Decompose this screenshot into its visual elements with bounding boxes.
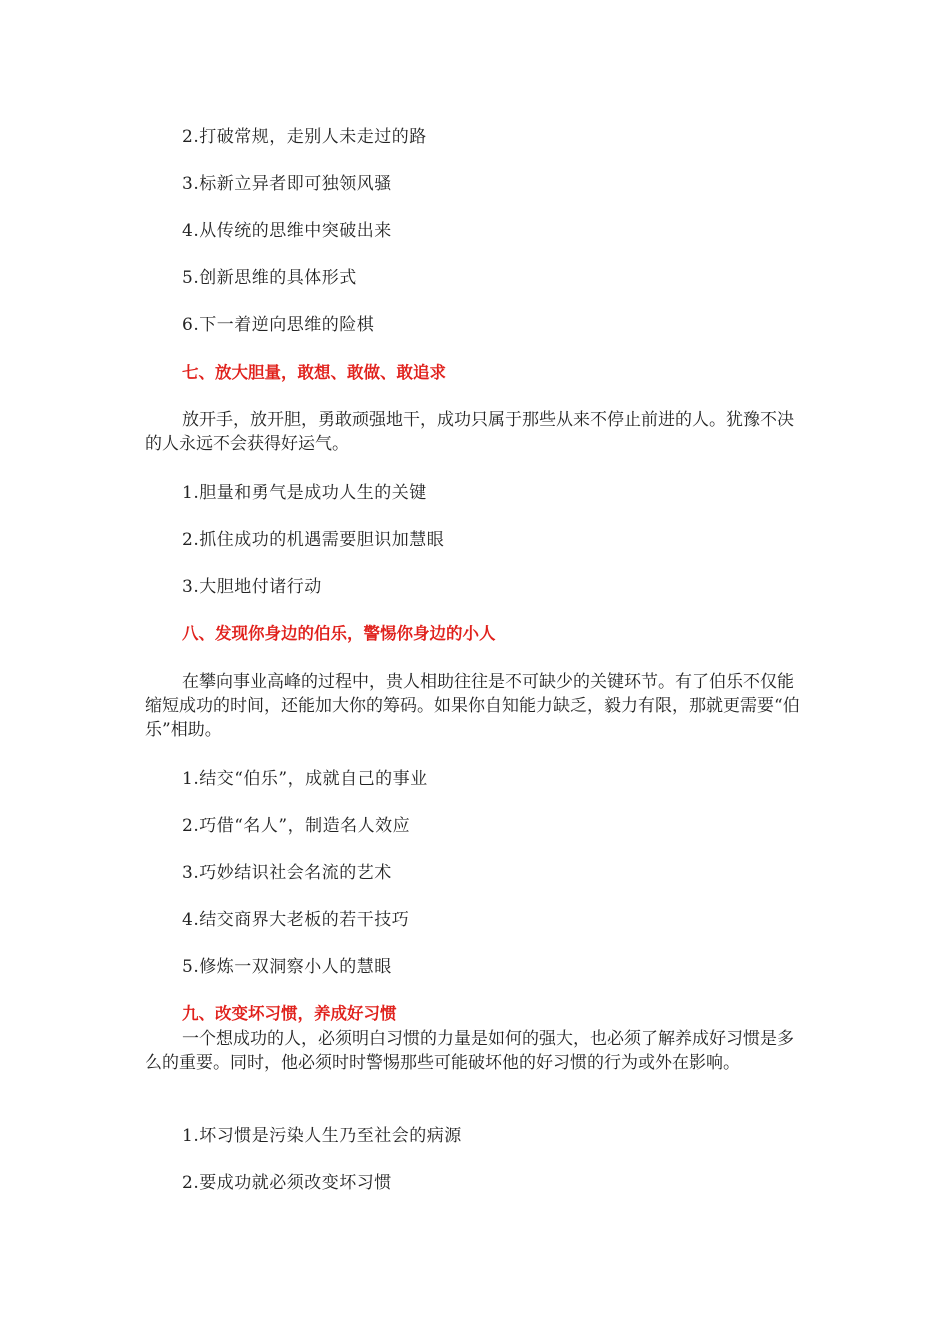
list-item: 1.坏习惯是污染人生乃至社会的病源	[182, 1126, 462, 1146]
list-item: 6.下一着逆向思维的险棋	[182, 315, 375, 335]
list-item: 1.结交“伯乐”，成就自己的事业	[182, 769, 428, 789]
list-item: 3.大胆地付诸行动	[182, 577, 322, 597]
list-item: 2.要成功就必须改变坏习惯	[182, 1173, 392, 1193]
section-heading: 七、放大胆量，敢想、敢做、敢追求	[182, 363, 446, 382]
list-item: 2.巧借“名人”，制造名人效应	[182, 816, 411, 836]
list-item: 5.修炼一双洞察小人的慧眼	[182, 957, 392, 977]
paragraph: 在攀向事业高峰的过程中，贵人相助往往是不可缺少的关键环节。有了伯乐不仅能缩短成功的时间，还能加大你的筹码。如果你自知能力缺乏，毅力有限，那就更需要“伯乐”相助。	[145, 672, 800, 740]
list-item: 2.抓住成功的机遇需要胆识加慧眼	[182, 530, 445, 550]
list-item: 1.胆量和勇气是成功人生的关键	[182, 483, 427, 503]
paragraph: 放开手，放开胆，勇敢顽强地干，成功只属于那些从来不停止前进的人。犹豫不决的人永远不会获得好运气。	[145, 410, 794, 454]
list-item: 2.打破常规，走别人未走过的路	[182, 127, 427, 147]
list-item: 3.巧妙结识社会名流的艺术	[182, 863, 392, 883]
list-item: 5.创新思维的具体形式	[182, 268, 357, 288]
list-item: 4.结交商界大老板的若干技巧	[182, 910, 410, 930]
paragraph: 一个想成功的人，必须明白习惯的力量是如何的强大，也必须了解养成好习惯是多么的重要。同时，他必须时时警惕那些可能破坏他的好习惯的行为或外在影响。	[145, 1029, 794, 1073]
list-item: 4.从传统的思维中突破出来	[182, 221, 392, 241]
section-heading: 八、发现你身边的伯乐，警惕你身边的小人	[182, 624, 496, 643]
section-heading: 九、改变坏习惯，养成好习惯	[182, 1004, 397, 1023]
list-item: 3.标新立异者即可独领风骚	[182, 174, 392, 194]
